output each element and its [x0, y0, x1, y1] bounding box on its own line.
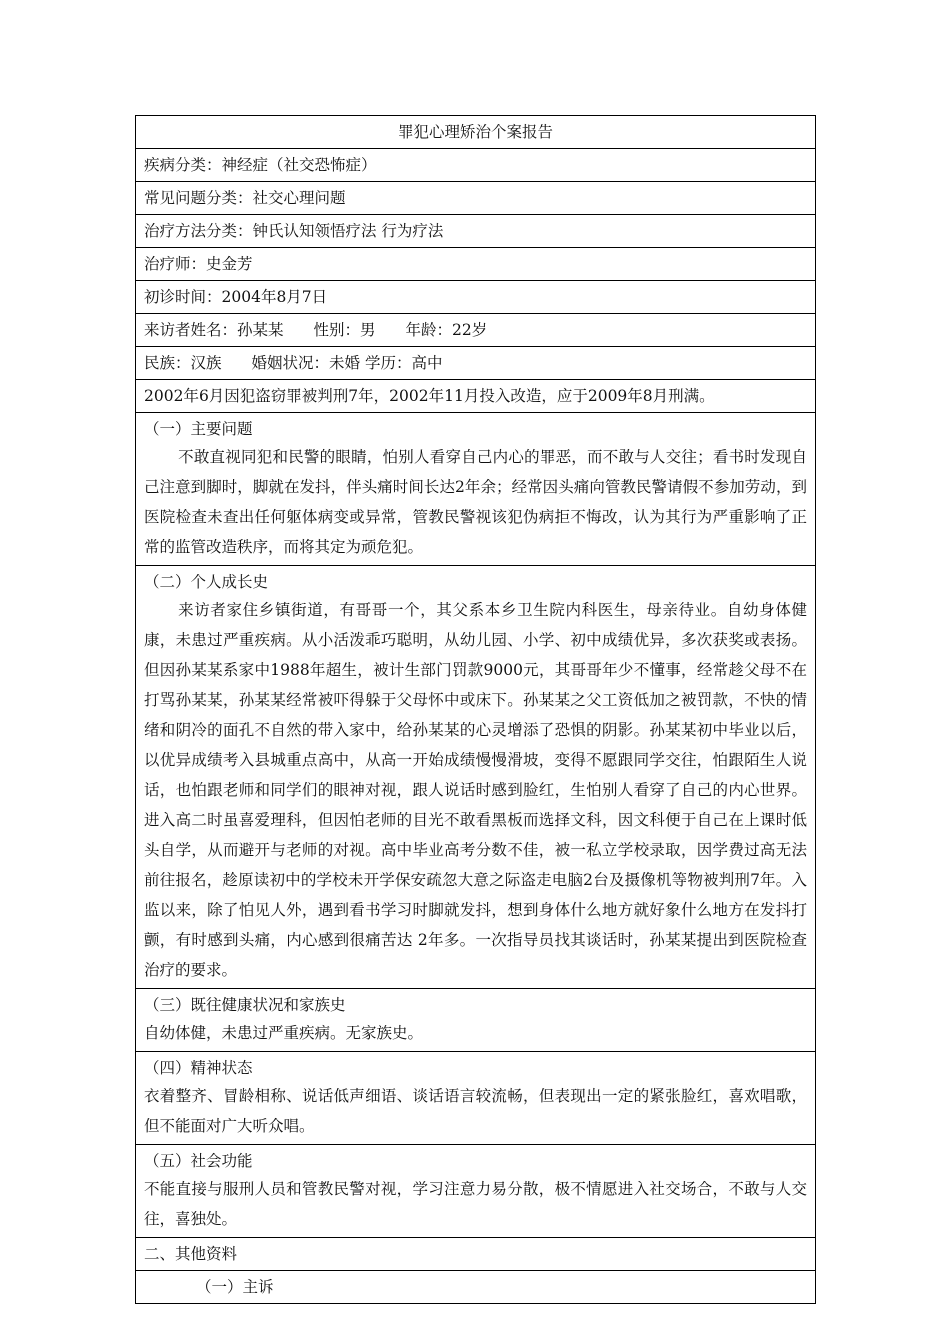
social-function-section: [136, 1145, 815, 1238]
mental-state-text: 衣着整齐、冒龄相称、说话低声细语、谈话语言较流畅，但表现出一定的紧张脸红，喜欢唱歌，但不能面对广大听众唱。: [144, 1087, 807, 1135]
case-report-table: [135, 115, 816, 1304]
growth-history-text: 来访者家住乡镇街道，有哥哥一个，其父系本乡卫生院内科医生，母亲待业。自幼身体健康，未患过严重疾病。从小活泼乖巧聪明，从幼儿园、小学、初中成绩优异，多次获奖或表扬。但因孙某某系家中1988年超生，被计生部门罚款9000元，其哥哥年少不懂事，经常趁父母不在打骂孙某某，孙某某经常被吓得躲于父母怀中或床下。孙某某之父工资低加之被罚款，不快的情绪和阴冷的面孔不自然的带入家中，给孙某某的心灵增添了恐惧的阴影。孙某某初中毕业以后，以优异成绩考入县城重点高中，从高一开始成绩慢慢滑坡，变得不愿跟同学交往，怕跟陌生人说话，也怕跟老师和同学们的眼神对视，跟人说话时感到脸红，生怕别人看穿了自己的内心世界。进入高二时虽喜爱理科，但因怕老师的目光不敢看黑板而选择文科，因文科便于自己在上课时低头自学，从而避开与老师的对视。高中毕业高考分数不佳，被一私立学校录取，因学费过高无法前往报名，趁原读初中的学校未开学保安疏忽大意之际盗走电脑2台及摄像机等物被判刑7年。入监以来，除了怕见人外，遇到看书学习时脚就发抖，想到身体什么地方就好象什么地方在发抖打颤，有时感到头痛，内心感到很痛苦达 2年多。一次指导员找其谈话时，孙某某提出到医院检查治疗的要求。: [144, 601, 807, 979]
health-history-section: [136, 989, 815, 1052]
disease-category: 疾病分类：神经症（社交恐怖症）: [136, 149, 815, 182]
ethnicity: 民族：汉族: [144, 354, 222, 372]
complaint-heading: （一）主诉: [196, 1278, 274, 1296]
social-function-heading: （五）社会功能: [144, 1152, 253, 1170]
visitor-age: 年龄：22岁: [405, 321, 488, 339]
visitor-name: 来访者姓名：孙某某: [144, 321, 284, 339]
marital-education: 婚姻状况：未婚 学历：高中: [251, 354, 443, 372]
visitor-info: [136, 314, 815, 347]
therapy-category: 治疗方法分类：钟氏认知领悟疗法 行为疗法: [136, 215, 815, 248]
social-function-text: 不能直接与服刑人员和管教民警对视，学习注意力易分散，极不情愿进入社交场合，不敢与人交往，喜独处。: [144, 1180, 807, 1228]
main-problem-section: [136, 413, 815, 566]
first-visit-date: 初诊时间：2004年8月7日: [136, 281, 815, 314]
main-problem-heading: （一）主要问题: [144, 420, 253, 438]
health-history-heading: （三）既往健康状况和家族史: [144, 996, 346, 1014]
sentence-info: 2002年6月因犯盗窃罪被判刑7年，2002年11月投入改造，应于2009年8月刑满。: [136, 380, 815, 413]
growth-history-section: [136, 566, 815, 989]
visitor-background: [136, 347, 815, 380]
health-history-text: 自幼体健，未患过严重疾病。无家族史。: [144, 1024, 424, 1042]
main-problem-text: 不敢直视同犯和民警的眼睛，怕别人看穿自己内心的罪恶，而不敢与人交往；看书时发现自己注意到脚时，脚就在发抖，伴头痛时间长达2年余；经常因头痛向管教民警请假不参加劳动，到医院检查未查出任何躯体病变或异常，管教民警视该犯伪病拒不悔改，认为其行为严重影响了正常的监管改造秩序，而将其定为顽危犯。: [144, 448, 807, 556]
report-title: 罪犯心理矫治个案报告: [136, 116, 815, 149]
mental-state-heading: （四）精神状态: [144, 1059, 253, 1077]
other-info-heading: 二、其他资料: [136, 1238, 815, 1271]
problem-category: 常见问题分类：社交心理问题: [136, 182, 815, 215]
therapist: 治疗师：史金芳: [136, 248, 815, 281]
growth-history-heading: （二）个人成长史: [144, 573, 269, 591]
visitor-gender: 性别：男: [313, 321, 376, 339]
mental-state-section: [136, 1052, 815, 1145]
